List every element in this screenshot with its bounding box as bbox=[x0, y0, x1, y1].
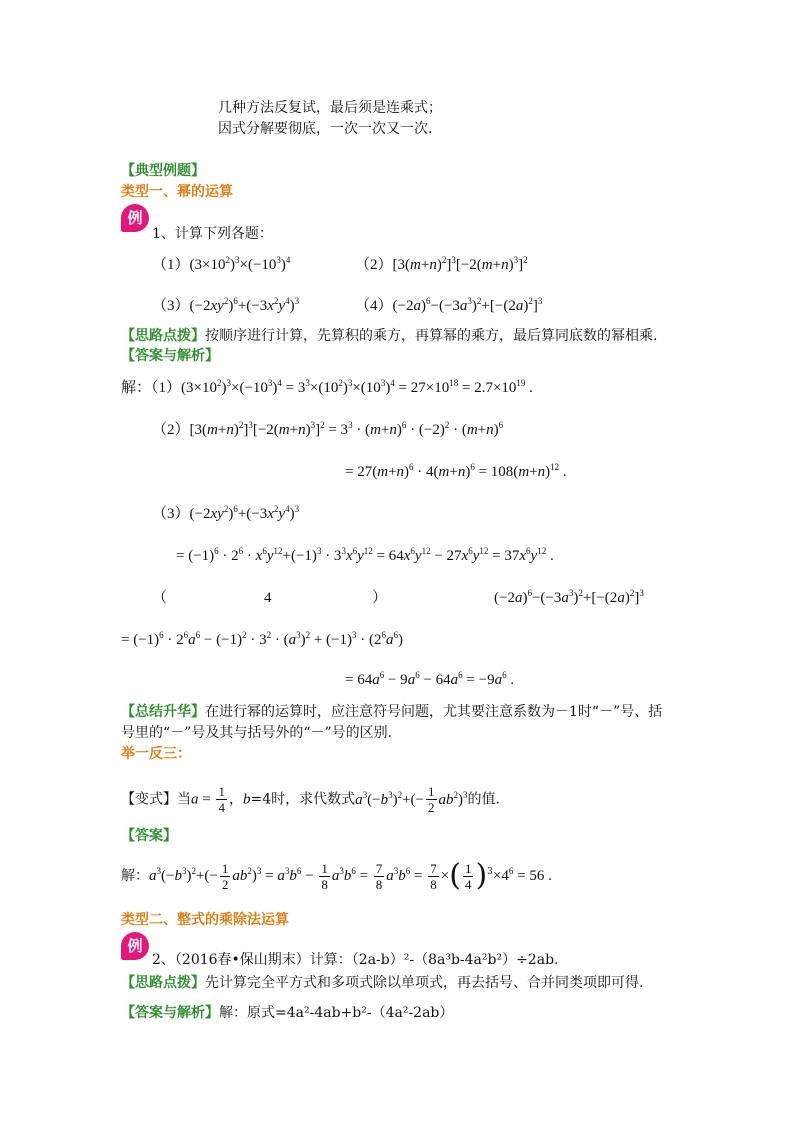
type1-heading: 类型一、幂的运算 bbox=[121, 184, 233, 200]
type2-heading: 类型二、整式的乘除法运算 bbox=[121, 912, 289, 928]
solution-4-close: ） bbox=[372, 590, 388, 606]
intro-line-2: 因式分解要彻底，一次一次又一次. bbox=[218, 121, 433, 137]
answer-2: 【答案与解析】解：原式=4a²-4ab+b²-（4a²-2ab） bbox=[121, 1005, 454, 1021]
problem-1: $(1)(3\times 10^2)^3\times(-10^3)^4$ bbox=[152, 255, 291, 273]
question-1: 1、计算下列各题： bbox=[152, 226, 273, 242]
solution-1: 解：$(1)(3\times 10^2)^3\times(-10^3)^4 = 3^3\times(10^2)^3\times(10^3)^4 = 27\times 10^{18} = 2.7\times 10^{19}$ . bbox=[121, 378, 533, 396]
intro-line-1: 几种方法反复试，最后须是连乘式； bbox=[218, 100, 442, 116]
solution-4-expression: $(-2a)^6-(-3a^3)^2+[-(2a)^2]^3$ bbox=[494, 588, 644, 606]
solution-4-line-3: = $64a^6 - 9a^6 - 64a^6 = -9a^6$ . bbox=[345, 670, 515, 688]
variant-answer: 解：$a^3(-b^3)^2+(-$ $\frac{1}{2}$ $ab^2)^3 = a^3b^6$ − $\frac{1}{8}$ $a^3b^6$ = $\frac{7}{8}$ $a^3b^6$ = $\frac{7}{8}$ ×( $\frac{1}{4}$ )$^3\times 4^6 = 56$ . bbox=[121, 858, 552, 893]
hint-2: 【思路点拨】先计算完全平方式和多项式除以单项式，再去括号、合并同类项即可得. bbox=[121, 975, 644, 991]
summary-line-1: 【总结升华】在进行幂的运算时，应注意符号问题，尤其要注意系数为－1时“－”号、括 bbox=[121, 704, 663, 720]
solution-4-number: 4 bbox=[264, 590, 272, 606]
solution-2-line-2: = $27(m+n)^6 \cdot 4(m+n)^6 = 108(m+n)^{12}$ . bbox=[345, 462, 567, 480]
solution-4-open: （ bbox=[152, 590, 168, 606]
solution-4-line-2: = $(-1)^6 \cdot 2^6a^6 - (-1)^2 \cdot 3^2 \cdot (a^3)^2 + (-1)^3 \cdot (2^6a^6)$ bbox=[121, 630, 404, 648]
problem-4: $(4)(-2a)^6-(-3a^3)^2+[-(2a)^2]^3$ bbox=[355, 296, 543, 314]
solution-3-line-1: $(3)(-2xy^2)^6+(-3x^2y^4)^3$ bbox=[152, 504, 300, 522]
problem-2: $(2)[3(m+n)^2]^3[-2(m+n)^3]^2$ bbox=[355, 255, 528, 273]
answer-tag-1: 【答案与解析】 bbox=[121, 348, 219, 364]
solution-3-line-2: = $(-1)^6 \cdot 2^6 \cdot x^6y^{12}+(-1)^3 \cdot 3^3x^6y^{12} = 64x^6y^{12} - 27x^6y^{12} = 37x^6y^{12}$ . bbox=[176, 546, 554, 564]
variant-question: 【变式】当a = $\frac{1}{4}$ ，b=4时，求代数式$a^3(-b^3)^2+(-$ $\frac{1}{2}$ $ab^2)^3$的值. bbox=[121, 784, 500, 815]
variant-answer-tag: 【答案】 bbox=[121, 828, 177, 844]
problem-3: $(3)(-2xy^2)^6+(-3x^2y^4)^3$ bbox=[152, 296, 300, 314]
section-title: 【典型例题】 bbox=[121, 163, 205, 179]
summary-line-2: 号里的“－”号及其与括号外的“－”号的区别. bbox=[121, 725, 393, 741]
question-2: 2、（2016春•保山期末）计算：（2a-b）²-（8a³b-4a²b²）÷2ab. bbox=[152, 952, 559, 968]
example-badge-2: 例 bbox=[121, 932, 149, 960]
hint-1: 【思路点拨】按顺序进行计算，先算积的乘方，再算幂的乘方，最后算同底数的幂相乘. bbox=[121, 328, 658, 344]
example-badge-1: 例 bbox=[121, 204, 149, 232]
follow-up-heading: 举一反三： bbox=[121, 746, 191, 762]
solution-2-line-1: $(2)[3(m+n)^2]^3[-2(m+n)^3]^2 = 3^3 \cdot (m+n)^6 \cdot (-2)^2 \cdot (m+n)^6$ bbox=[152, 420, 504, 438]
